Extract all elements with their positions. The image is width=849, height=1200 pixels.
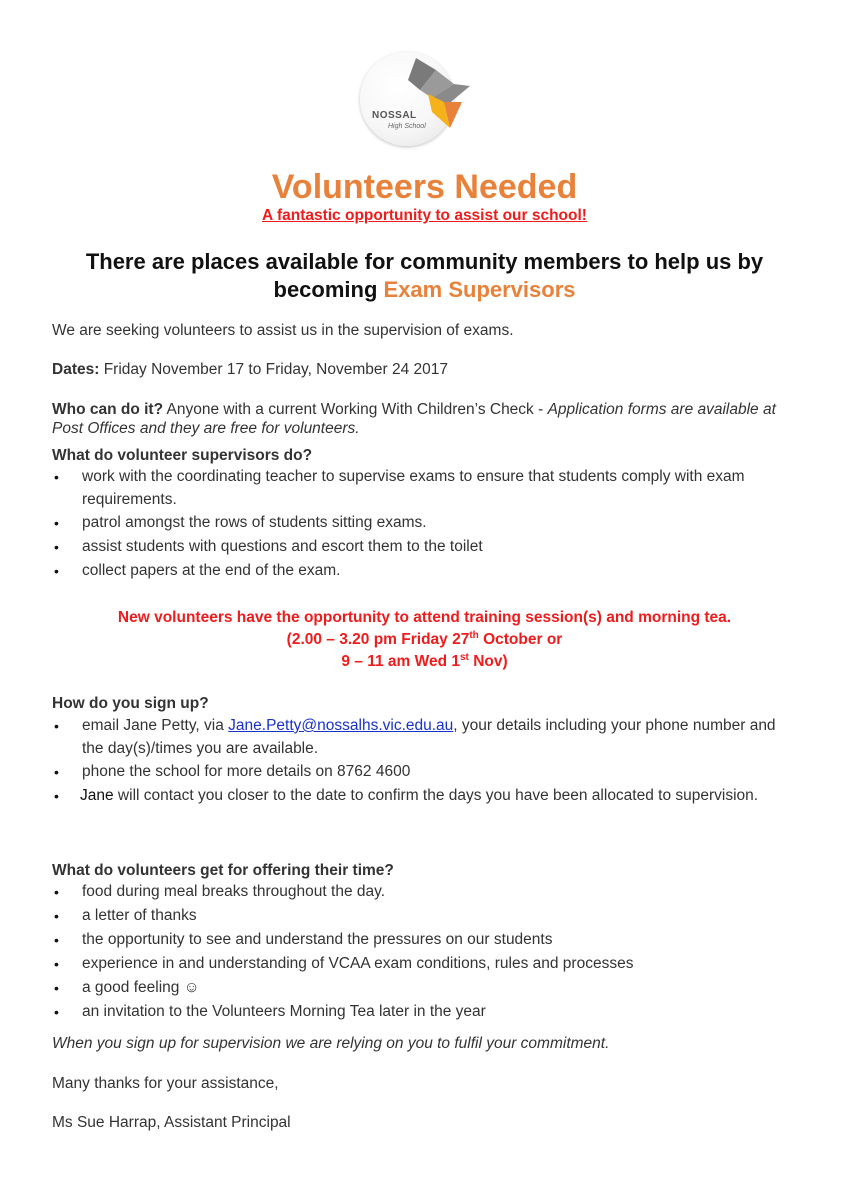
list-item: [52, 535, 782, 559]
list-item-text: patrol amongst the rows of students sitting exams.: [82, 514, 427, 531]
bullet-icon: •: [54, 932, 59, 948]
list-item: [52, 976, 782, 1000]
training-line-1: New volunteers have the opportunity to attend training session(s) and morning tea.: [117, 609, 732, 626]
bullet-icon: •: [54, 956, 59, 972]
intro-paragraph: We are seeking volunteers to assist us in the supervision of exams.: [52, 322, 514, 339]
signup-contact-name: Jane: [80, 787, 114, 804]
signup-email-text: email Jane Petty, via: [82, 717, 229, 734]
logo-subname: High School: [388, 123, 426, 130]
training-line-3-sup: st: [459, 651, 469, 663]
training-line-3-suffix: Nov): [468, 653, 508, 670]
training-line-2-sup: th: [469, 629, 479, 641]
who-paragraph: [52, 400, 787, 438]
training-line-2-text: (2.00 – 3.20 pm Friday 27: [286, 631, 470, 648]
dates-value: Friday November 17 to Friday, November 24 2017: [99, 361, 449, 378]
commitment-note: When you sign up for supervision we are relying on you to fulfil your commitment.: [52, 1035, 610, 1052]
thanks-line: Many thanks for your assistance,: [52, 1075, 279, 1092]
school-logo: [358, 50, 478, 150]
signup-heading: How do you sign up?: [52, 695, 209, 712]
list-item-text: a good feeling ☺: [82, 979, 200, 996]
list-item-text: work with the coordinating teacher to supervise exams to ensure that students comply with exam requirements.: [82, 468, 745, 508]
training-line-3: [0, 651, 849, 673]
bullet-icon: •: [54, 515, 59, 531]
list-item-text: experience in and understanding of VCAA exam conditions, rules and processes: [82, 955, 634, 972]
benefits-heading: What do volunteers get for offering their time?: [52, 862, 394, 879]
page-subtitle: A fantastic opportunity to assist our school!: [262, 207, 587, 224]
list-item-text: a letter of thanks: [82, 907, 197, 924]
list-item: [52, 760, 782, 784]
bullet-icon: •: [54, 563, 59, 579]
who-italic-note: Application forms are available at Post Offices and they are free for volunteers.: [52, 401, 776, 437]
list-item: [52, 1000, 782, 1024]
list-item: [52, 559, 782, 583]
bullet-icon: •: [54, 908, 59, 924]
bullet-icon: •: [54, 1004, 59, 1020]
duties-list: [52, 465, 782, 583]
signup-phone-text: phone the school for more details on 8762 4600: [82, 763, 411, 780]
list-item: [52, 928, 782, 952]
list-item: [52, 880, 782, 904]
page-title: Volunteers Needed: [271, 168, 578, 206]
lead-heading: [50, 248, 799, 304]
duties-heading: What do volunteer supervisors do?: [52, 447, 313, 464]
logo-bird-mark: [358, 50, 478, 150]
bullet-icon: •: [54, 718, 59, 734]
training-notice: [0, 607, 849, 673]
list-item-text: an invitation to the Volunteers Morning Tea later in the year: [82, 1003, 486, 1020]
list-item: [52, 784, 782, 807]
signature-line: Ms Sue Harrap, Assistant Principal: [52, 1114, 291, 1131]
bullet-icon: •: [54, 980, 59, 996]
list-item: [52, 952, 782, 976]
training-line-2-suffix: October or: [478, 631, 563, 648]
bullet-icon: •: [54, 469, 59, 485]
logo-name: NOSSAL: [372, 110, 417, 121]
training-line-2: [0, 629, 849, 651]
who-value: Anyone with a current Working With Children’s Check -: [163, 401, 548, 418]
dates-label: Dates:: [52, 361, 100, 378]
lead-line-1: There are places available for community members to help us by: [85, 249, 764, 274]
email-link[interactable]: Jane.Petty@nossalhs.vic.edu.au: [228, 717, 454, 734]
lead-line-2-prefix: becoming: [273, 277, 384, 302]
lead-highlight: Exam Supervisors: [383, 277, 576, 302]
bullet-icon: •: [54, 539, 59, 555]
signup-email-suffix: , your details including your phone number and the day(s)/times you are available.: [82, 717, 776, 757]
list-item-text: food during meal breaks throughout the day.: [82, 883, 386, 900]
list-item-text: the opportunity to see and understand the pressures on our students: [82, 931, 553, 948]
dates-paragraph: [52, 360, 782, 379]
signup-list: [52, 714, 782, 807]
bullet-icon: •: [54, 764, 59, 780]
who-label: Who can do it?: [52, 401, 164, 418]
benefits-list: [52, 880, 782, 1024]
list-item-text: collect papers at the end of the exam.: [82, 562, 341, 579]
bullet-icon: •: [54, 788, 59, 804]
list-item: [52, 714, 782, 760]
bullet-icon: •: [54, 884, 59, 900]
list-item: [52, 904, 782, 928]
list-item-text: assist students with questions and escort them to the toilet: [82, 538, 483, 555]
list-item: [52, 511, 782, 535]
training-line-3-text: 9 – 11 am Wed 1: [341, 653, 460, 670]
list-item: [52, 465, 782, 511]
signup-contact-text: will contact you closer to the date to confirm the days you have been allocated to supervision.: [113, 787, 759, 804]
